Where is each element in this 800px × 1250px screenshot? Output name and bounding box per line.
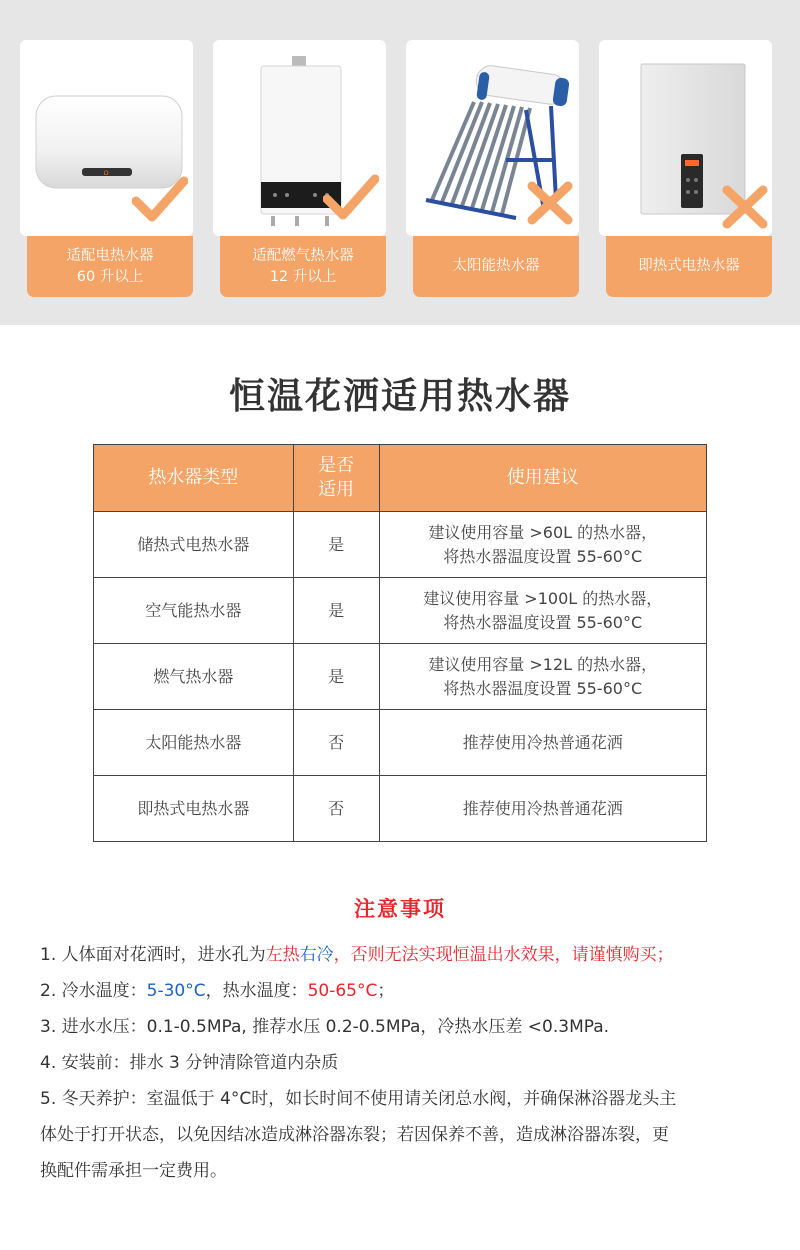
- note-5-line1: 5. 冬天养护：室温低于 4°C时，如长时间不使用请关闭总水阀，并确保淋浴器龙头主: [40, 1089, 677, 1109]
- cell-suitable: 否: [293, 776, 379, 842]
- product-label-gas: [220, 236, 386, 297]
- note-3: 3. 进水水压：0.1-0.5MPa, 推荐水压 0.2-0.5MPa，冷热水压差 <0.3MPa.: [40, 1017, 610, 1037]
- product-card-electric[interactable]: [20, 40, 193, 236]
- cell-suitable: 否: [293, 710, 379, 776]
- advice-line: 将热水器温度设置 55-60°C: [443, 612, 643, 632]
- product-label-electric: [27, 236, 193, 297]
- product-label-instant: [606, 236, 772, 297]
- advice-line: 建议使用容量 >60L 的热水器，: [428, 522, 658, 542]
- cell-advice: [379, 512, 707, 578]
- table-row: [94, 644, 707, 710]
- product-condition: 12 升以上: [269, 268, 337, 285]
- cell-type: 即热式电热水器: [94, 776, 294, 842]
- cell-advice: 推荐使用冷热普通花洒: [379, 710, 707, 776]
- note-1-hot-left: 左热: [265, 945, 300, 965]
- table-row: [94, 710, 707, 776]
- product-name: 即热式电热水器: [638, 258, 740, 274]
- note-1: [40, 937, 768, 973]
- notes-title: 注意事项: [354, 897, 446, 921]
- table-row: [94, 578, 707, 644]
- product-name: 适配电热水器: [66, 247, 154, 264]
- note-1-warning: ，否则无法实现恒温出水效果，请谨慎购买；: [333, 945, 674, 965]
- product-name: 太阳能热水器: [452, 258, 540, 274]
- advice-line: 将热水器温度设置 55-60°C: [443, 546, 643, 566]
- note-2-label-cold: 2. 冷水温度：: [40, 981, 147, 1001]
- note-4: 4. 安装前：排水 3 分钟清除管道内杂质: [40, 1053, 339, 1073]
- cell-suitable: 是: [293, 644, 379, 710]
- product-label-solar: [413, 236, 579, 297]
- header-type: 热水器类型: [94, 445, 294, 512]
- cross-icon: [526, 180, 574, 226]
- table-row: [94, 512, 707, 578]
- product-name: 适配燃气热水器: [252, 247, 354, 264]
- cell-advice: [379, 644, 707, 710]
- product-card-solar[interactable]: [406, 40, 579, 236]
- advice-line: 建议使用容量 >100L 的热水器，: [423, 588, 663, 608]
- cross-icon: [721, 184, 769, 230]
- note-2: [40, 973, 768, 1009]
- table-row: [94, 776, 707, 842]
- page-title: 恒温花洒适用热水器: [228, 376, 571, 417]
- note-1-text: 1. 人体面对花洒时，进水孔为: [40, 945, 266, 965]
- cell-suitable: 是: [293, 578, 379, 644]
- product-condition: 60 升以上: [76, 268, 144, 285]
- heater-display: Ω·: [103, 170, 111, 177]
- note-1-cold-right: 右冷: [299, 945, 334, 965]
- note-2-label-hot: ，热水温度：: [205, 981, 308, 1001]
- cell-advice: [379, 578, 707, 644]
- check-icon: [132, 175, 188, 225]
- cell-type: 储热式电热水器: [94, 512, 294, 578]
- cell-type: 太阳能热水器: [94, 710, 294, 776]
- cell-advice: 推荐使用冷热普通花洒: [379, 776, 707, 842]
- header-suitable: [293, 445, 379, 512]
- product-band: [0, 0, 800, 325]
- advice-line: 建议使用容量 >12L 的热水器，: [428, 654, 658, 674]
- cell-type: 空气能热水器: [94, 578, 294, 644]
- note-2-cold-range: 5-30°C: [146, 981, 206, 1001]
- advice-line: 将热水器温度设置 55-60°C: [443, 678, 643, 698]
- note-5-line2: 体处于打开状态，以免因结冰造成淋浴器冻裂；若因保养不善，造成淋浴器冻裂，更: [40, 1125, 669, 1145]
- note-2-hot-range: 50-65°C: [307, 981, 378, 1001]
- product-card-gas[interactable]: [213, 40, 386, 236]
- header-suitable-line1: 是否: [318, 455, 355, 476]
- table-header-row: [94, 445, 707, 512]
- product-card-instant[interactable]: [599, 40, 772, 236]
- header-advice: 使用建议: [379, 445, 707, 512]
- header-suitable-line2: 适用: [318, 479, 355, 500]
- note-5-line3: 换配件需承担一定费用。: [40, 1161, 227, 1181]
- check-icon: [323, 173, 379, 223]
- compatibility-table: [93, 444, 707, 842]
- cell-suitable: 是: [293, 512, 379, 578]
- note-2-end: ；: [377, 981, 395, 1001]
- cell-type: 燃气热水器: [94, 644, 294, 710]
